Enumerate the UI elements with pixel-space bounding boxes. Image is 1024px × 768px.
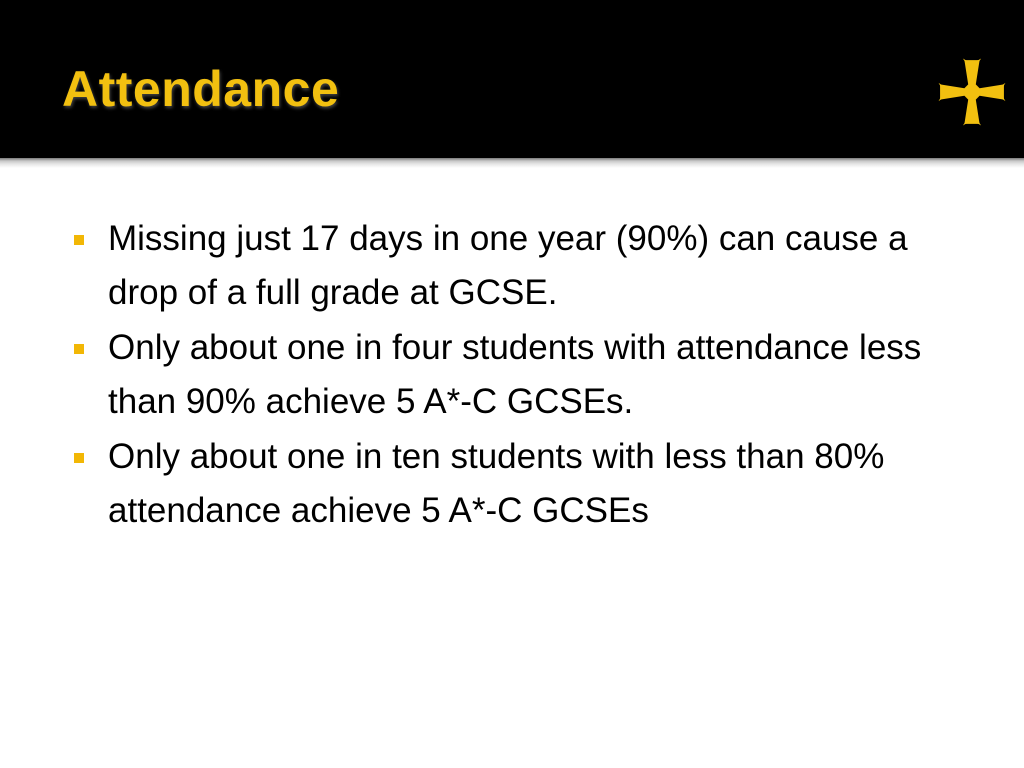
bullet-list [72, 212, 972, 539]
bullet-item [72, 321, 972, 429]
bullet-item [72, 212, 972, 320]
bullet-text: Missing just 17 days in one year (90%) can cause a drop of a full grade at GCSE. [108, 219, 908, 312]
bullet-item [72, 430, 972, 538]
slide-title: Attendance [62, 61, 340, 117]
square-bullet-icon [74, 344, 84, 354]
bullet-text: Only about one in ten students with less than 80% attendance achieve 5 A*-C GCSEs [108, 437, 885, 530]
title-bar [0, 0, 1024, 158]
bullet-text: Only about one in four students with attendance less than 90% achieve 5 A*-C GCSEs. [108, 328, 922, 421]
title-divider [0, 158, 1024, 168]
cross-pattee-icon [934, 54, 1010, 130]
square-bullet-icon [74, 453, 84, 463]
square-bullet-icon [74, 235, 84, 245]
